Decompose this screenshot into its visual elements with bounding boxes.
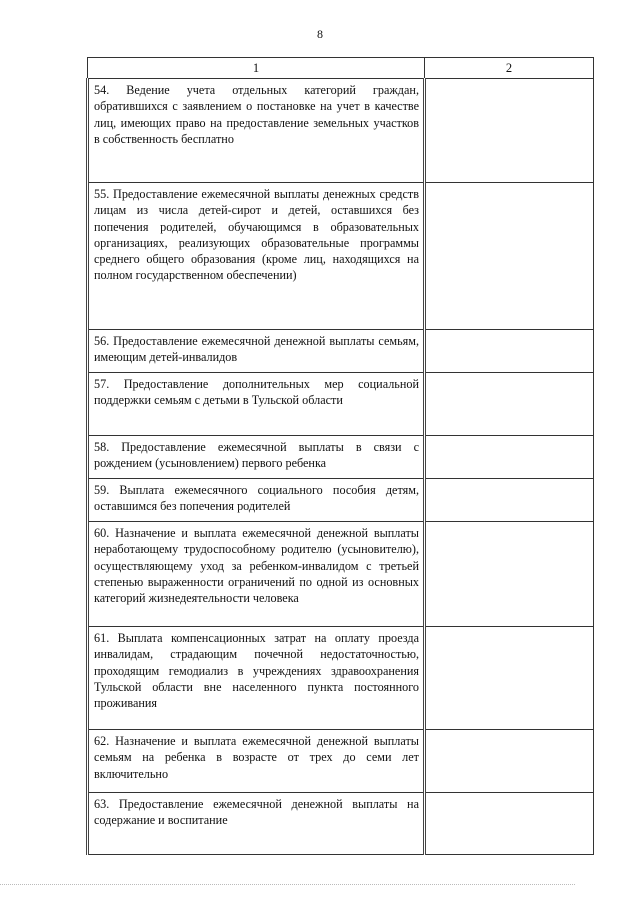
table-row <box>88 793 594 855</box>
table-row <box>88 436 594 479</box>
column-2-cell <box>425 627 594 730</box>
column-2-cell <box>425 730 594 793</box>
column-2-cell <box>425 479 594 522</box>
column-2-cell <box>425 436 594 479</box>
service-item-cell <box>88 793 425 855</box>
service-item-cell <box>88 522 425 627</box>
column-2-cell <box>425 330 594 373</box>
table-header-row <box>88 58 594 79</box>
table-row <box>88 522 594 627</box>
service-item-cell <box>88 730 425 793</box>
column-2-cell <box>425 79 594 183</box>
service-item-text: 54. Ведение учета отдельных категорий граждан, обратившихся с заявлением о постановке на учет в качестве лиц, имеющих право на предоставление земельных участков в собственность бесплатно <box>94 83 419 146</box>
page-footer-line <box>0 884 575 885</box>
column-header-1: 1 <box>88 58 425 79</box>
column-2-cell <box>425 373 594 436</box>
service-item-text: 62. Назначение и выплата ежемесячной денежной выплаты семьям на ребенка в возрасте от трех до семи лет включительно <box>94 734 419 781</box>
service-item-cell <box>88 436 425 479</box>
service-item-text: 60. Назначение и выплата ежемесячной денежной выплаты неработающему трудоспособному родителю (усыновителю), осуществляющему уход за ребенком-инвалидом с третьей степенью выраженности ограничений по одной из основных категорий жизнедеятельности человека <box>94 526 419 606</box>
service-item-cell <box>88 373 425 436</box>
service-item-cell <box>88 627 425 730</box>
service-item-text: 63. Предоставление ежемесячной денежной выплаты на содержание и воспитание <box>94 797 419 828</box>
services-table <box>86 57 594 855</box>
table-body <box>88 79 594 855</box>
page-number: 8 <box>317 27 323 41</box>
table-row <box>88 183 594 330</box>
service-item-text: 57. Предоставление дополнительных мер социальной поддержки семьям с детьми в Тульской области <box>94 377 419 408</box>
service-item-text: 55. Предоставление ежемесячной выплаты денежных средств лицам из числа детей-сирот и детей, оставшихся без попечения родителей, обучающимся в образовательных организациях, реализующих образовательные программы среднего общего образования (кроме лиц, находящихся на полном государственном обеспечении) <box>94 187 419 283</box>
service-item-text: 61. Выплата компенсационных затрат на оплату проезда инвалидам, страдающим почечной недостаточностью, проходящим гемодиализ в учреждениях здравоохранения Тульской области вне населенного пункта постоянного проживания <box>94 631 419 711</box>
table-row <box>88 373 594 436</box>
column-2-cell <box>425 522 594 627</box>
service-item-text: 56. Предоставление ежемесячной денежной выплаты семьям, имеющим детей-инвалидов <box>94 334 419 365</box>
table-row <box>88 627 594 730</box>
table-row <box>88 479 594 522</box>
column-2-cell <box>425 793 594 855</box>
table-row <box>88 330 594 373</box>
column-2-cell <box>425 183 594 330</box>
service-item-cell <box>88 79 425 183</box>
table-row <box>88 730 594 793</box>
service-item-text: 58. Предоставление ежемесячной выплаты в связи с рождением (усыновлением) первого ребенка <box>94 440 419 471</box>
service-item-cell <box>88 183 425 330</box>
service-item-text: 59. Выплата ежемесячного социального пособия детям, оставшимся без попечения родителей <box>94 483 419 514</box>
table-row <box>88 79 594 183</box>
service-item-cell <box>88 330 425 373</box>
service-item-cell <box>88 479 425 522</box>
column-header-2: 2 <box>425 58 594 79</box>
